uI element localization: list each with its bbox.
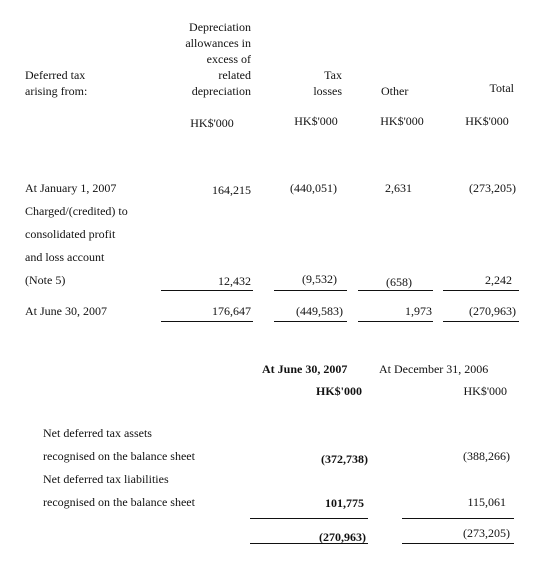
header-tax-line2: losses (313, 84, 342, 98)
unit-total: HK$'000 (465, 114, 509, 128)
header-label-line2: arising from: (25, 84, 88, 98)
subtotal-rule-tax (274, 290, 347, 291)
row-label-assets-line1: Net deferred tax assets (43, 426, 152, 440)
subtotal-rule-total (443, 290, 519, 291)
cell-other: 1,973 (405, 304, 432, 318)
total-rule-depr (161, 321, 253, 322)
header-depr-line5: depreciation (191, 84, 251, 98)
subtotal-rule-other (358, 290, 433, 291)
header-depr-line2: allowances in (185, 36, 251, 50)
unit-jun-2007: HK$'000 (315, 384, 362, 398)
header-other: Other (381, 84, 409, 98)
row-label-liabilities-line1: Net deferred tax liabilities (43, 472, 169, 486)
cell-depr: 12,432 (218, 274, 251, 288)
cell-total: 2,242 (485, 273, 512, 287)
row-label-charged-line2: consolidated profit (25, 227, 116, 241)
total-rule-total (443, 321, 519, 322)
cell-depr: 164,215 (212, 183, 251, 197)
row-label-charged-line3: and loss account (25, 250, 105, 264)
header-depr-line1: Depreciation (189, 20, 251, 34)
header-depr-line4: related (218, 68, 251, 82)
total-rule-2007 (250, 543, 368, 544)
row-label-jun-2007: At June 30, 2007 (25, 304, 107, 318)
header-jun-2007: At June 30, 2007 (262, 362, 348, 376)
subtotal-rule-depr (161, 290, 253, 291)
total-rule-other (358, 321, 433, 322)
header-total: Total (489, 81, 514, 95)
cell-tax: (9,532) (302, 272, 337, 286)
cell-assets-2007: (372,738) (321, 452, 368, 466)
row-label-charged-line1: Charged/(credited) to (25, 204, 128, 218)
cell-total-2007: (270,963) (319, 530, 366, 544)
cell-liabilities-2006: 115,061 (467, 495, 506, 509)
cell-liabilities-2007: 101,775 (325, 496, 364, 510)
unit-depr: HK$'000 (190, 116, 234, 130)
header-depr-line3: excess of (206, 52, 251, 66)
total-rule-tax (274, 321, 347, 322)
header-label-line1: Deferred tax (25, 68, 86, 82)
cell-total: (270,963) (469, 304, 516, 318)
cell-total: (273,205) (469, 181, 516, 195)
row-label-jan-2007: At January 1, 2007 (25, 181, 117, 195)
row-label-liabilities-line2: recognised on the balance sheet (43, 495, 195, 509)
cell-assets-2006: (388,266) (463, 449, 510, 463)
total-rule-2006 (402, 543, 514, 544)
cell-other: 2,631 (385, 181, 412, 195)
unit-tax: HK$'000 (294, 114, 338, 128)
unit-other: HK$'000 (380, 114, 424, 128)
row-label-assets-line2: recognised on the balance sheet (43, 449, 195, 463)
header-tax-line1: Tax (324, 68, 342, 82)
cell-total-2006: (273,205) (463, 526, 510, 540)
subtotal-rule-2007 (250, 518, 368, 519)
cell-tax: (440,051) (290, 181, 337, 195)
header-dec-2006: At December 31, 2006 (379, 362, 489, 376)
cell-depr: 176,647 (212, 304, 251, 318)
cell-other: (658) (386, 275, 412, 289)
subtotal-rule-2006 (402, 518, 514, 519)
row-label-charged-line4: (Note 5) (25, 273, 66, 287)
cell-tax: (449,583) (296, 304, 343, 318)
unit-dec-2006: HK$'000 (463, 384, 507, 398)
